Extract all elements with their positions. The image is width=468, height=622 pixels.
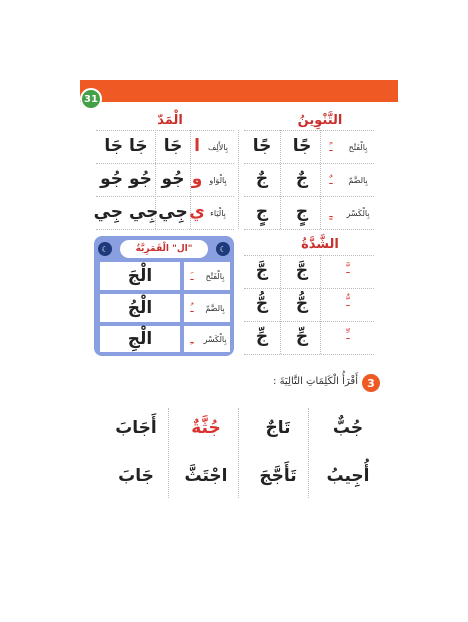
madd-label-alif: بِالأَلِف: [208, 142, 228, 152]
moon-icon: ☾: [216, 242, 230, 256]
exercise-word: تَأَجَّجَ: [259, 466, 297, 486]
madd-cell: جِي: [158, 202, 188, 222]
tanween-cell: جٌ: [255, 169, 269, 189]
madd-letter-waw: و: [191, 169, 203, 189]
madd-cell: جُو جُو: [100, 169, 152, 189]
tanween-label-fath: بِالْفَتْح: [348, 142, 368, 152]
page-number: 31: [80, 88, 102, 110]
tanween-mark-damm: ـٌ: [329, 173, 333, 187]
al-word: الْجِ: [127, 329, 153, 349]
madd-title: الْمَدّ: [157, 113, 183, 128]
madd-label-ya: بِالْيَاء: [210, 208, 226, 218]
madd-letter-alif: ا: [194, 136, 200, 156]
exercise-word: جُثَّةٌ: [191, 418, 221, 438]
tanween-cell: جًا: [292, 136, 312, 156]
al-label-damm: بِالضَّمّ: [205, 303, 225, 313]
exercise-word: تَاجٌ: [265, 418, 291, 438]
exercise-number: 3: [362, 374, 380, 392]
shadda-mark: ـِّ: [346, 328, 350, 342]
madd-cell: جَا: [163, 136, 183, 156]
al-mark: ـَ: [190, 269, 194, 283]
moon-icon: ☾: [98, 242, 112, 256]
shadda-cell: جِّ: [255, 327, 269, 347]
al-word: الْجُ: [127, 298, 153, 318]
tanween-cell: جٌ: [295, 169, 309, 189]
shadda-cell: جَّ: [255, 261, 269, 281]
shadda-mark: ـُّ: [346, 295, 350, 309]
exercise-word: اجْتَثَّ: [184, 466, 228, 486]
shadda-mark: ـَّ: [346, 262, 350, 276]
top-banner: [80, 80, 398, 102]
madd-letter-ya: ي: [189, 202, 205, 222]
shadda-cell: جُّ: [295, 294, 309, 314]
tanween-mark-kasr: ـٍ: [329, 206, 333, 220]
exercise-word: جُبٌّ: [332, 418, 364, 438]
al-qamariya-title: "ال" الْقَمَرِيَّةُ: [120, 240, 208, 258]
shadda-cell: جَّ: [295, 261, 309, 281]
al-label-fath: بِالْفَتْح: [205, 271, 225, 281]
tanween-cell: جٍ: [295, 202, 309, 222]
tanween-cell: جًا: [252, 136, 272, 156]
tanween-label-damm: بِالضَّمّ: [348, 175, 368, 185]
exercise-word: أُجِيبُ: [326, 466, 370, 486]
tanween-mark-fath: ـً: [329, 140, 333, 154]
al-mark: ـِ: [190, 332, 194, 346]
madd-cell: جُو: [161, 169, 185, 189]
shadda-title: الشَّدَّةُ: [301, 237, 339, 252]
tanween-label-kasr: بِالْكَسْر: [346, 208, 370, 218]
al-mark: ـُ: [190, 301, 194, 315]
shadda-cell: جُّ: [255, 294, 269, 314]
exercise-word: أَجَابَ: [115, 418, 157, 438]
al-word: الْجَ: [127, 266, 153, 286]
exercise-instruction: أَقْرَأُ الْكَلِمَاتِ التَّالِيَةَ :: [273, 376, 358, 387]
exercise-word: جَابَ: [118, 466, 154, 486]
madd-cell: جِي جِي: [93, 202, 159, 222]
tanween-cell: جٍ: [255, 202, 269, 222]
madd-cell: جَا جَا: [104, 136, 148, 156]
shadda-cell: جِّ: [295, 327, 309, 347]
al-label-kasr: بِالْكَسْر: [203, 334, 227, 344]
madd-label-waw: بِالْوَاو: [209, 175, 227, 185]
tanween-title: التَّنْوِينُ: [297, 113, 343, 128]
